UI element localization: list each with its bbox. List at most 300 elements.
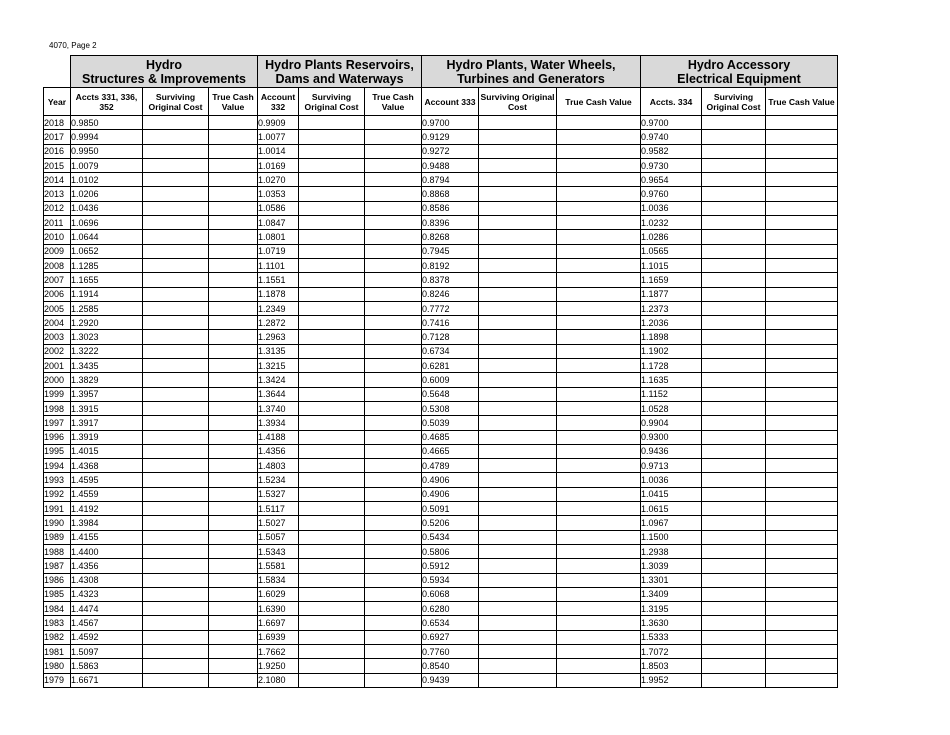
true-cash-cell-g2[interactable] [365, 502, 422, 516]
true-cash-cell-g2[interactable] [365, 201, 422, 215]
surviving-cost-cell-g1[interactable] [143, 444, 209, 458]
surviving-cost-cell-g3[interactable] [479, 116, 557, 130]
true-cash-cell-g4[interactable] [766, 430, 838, 444]
surviving-cost-cell-g2[interactable] [299, 459, 365, 473]
surviving-cost-cell-g2[interactable] [299, 644, 365, 658]
true-cash-cell-g1[interactable] [209, 573, 258, 587]
surviving-cost-cell-g2[interactable] [299, 616, 365, 630]
true-cash-cell-g2[interactable] [365, 659, 422, 673]
surviving-cost-cell-g2[interactable] [299, 659, 365, 673]
true-cash-cell-g1[interactable] [209, 401, 258, 415]
surviving-cost-cell-g4[interactable] [702, 273, 766, 287]
surviving-cost-cell-g3[interactable] [479, 359, 557, 373]
surviving-cost-cell-g3[interactable] [479, 616, 557, 630]
true-cash-cell-g3[interactable] [557, 173, 641, 187]
true-cash-cell-g3[interactable] [557, 459, 641, 473]
surviving-cost-cell-g3[interactable] [479, 673, 557, 687]
true-cash-cell-g2[interactable] [365, 244, 422, 258]
surviving-cost-cell-g2[interactable] [299, 330, 365, 344]
surviving-cost-cell-g3[interactable] [479, 301, 557, 315]
true-cash-cell-g1[interactable] [209, 516, 258, 530]
surviving-cost-cell-g2[interactable] [299, 116, 365, 130]
surviving-cost-cell-g3[interactable] [479, 544, 557, 558]
true-cash-cell-g2[interactable] [365, 530, 422, 544]
surviving-cost-cell-g3[interactable] [479, 158, 557, 172]
surviving-cost-cell-g2[interactable] [299, 316, 365, 330]
surviving-cost-cell-g4[interactable] [702, 359, 766, 373]
true-cash-cell-g1[interactable] [209, 373, 258, 387]
true-cash-cell-g3[interactable] [557, 559, 641, 573]
true-cash-cell-g1[interactable] [209, 559, 258, 573]
true-cash-cell-g4[interactable] [766, 273, 838, 287]
true-cash-cell-g2[interactable] [365, 116, 422, 130]
true-cash-cell-g4[interactable] [766, 573, 838, 587]
true-cash-cell-g3[interactable] [557, 144, 641, 158]
true-cash-cell-g2[interactable] [365, 158, 422, 172]
surviving-cost-cell-g1[interactable] [143, 130, 209, 144]
true-cash-cell-g1[interactable] [209, 173, 258, 187]
surviving-cost-cell-g1[interactable] [143, 659, 209, 673]
surviving-cost-cell-g3[interactable] [479, 502, 557, 516]
true-cash-cell-g1[interactable] [209, 359, 258, 373]
surviving-cost-cell-g2[interactable] [299, 258, 365, 272]
true-cash-cell-g3[interactable] [557, 273, 641, 287]
true-cash-cell-g4[interactable] [766, 530, 838, 544]
surviving-cost-cell-g1[interactable] [143, 216, 209, 230]
surviving-cost-cell-g1[interactable] [143, 487, 209, 501]
true-cash-cell-g4[interactable] [766, 258, 838, 272]
true-cash-cell-g1[interactable] [209, 244, 258, 258]
true-cash-cell-g1[interactable] [209, 416, 258, 430]
surviving-cost-cell-g3[interactable] [479, 258, 557, 272]
true-cash-cell-g2[interactable] [365, 673, 422, 687]
true-cash-cell-g2[interactable] [365, 301, 422, 315]
true-cash-cell-g4[interactable] [766, 201, 838, 215]
surviving-cost-cell-g2[interactable] [299, 430, 365, 444]
true-cash-cell-g4[interactable] [766, 373, 838, 387]
true-cash-cell-g3[interactable] [557, 502, 641, 516]
true-cash-cell-g4[interactable] [766, 244, 838, 258]
surviving-cost-cell-g1[interactable] [143, 587, 209, 601]
surviving-cost-cell-g1[interactable] [143, 544, 209, 558]
surviving-cost-cell-g1[interactable] [143, 602, 209, 616]
surviving-cost-cell-g1[interactable] [143, 630, 209, 644]
surviving-cost-cell-g2[interactable] [299, 602, 365, 616]
surviving-cost-cell-g2[interactable] [299, 144, 365, 158]
true-cash-cell-g1[interactable] [209, 130, 258, 144]
true-cash-cell-g2[interactable] [365, 330, 422, 344]
surviving-cost-cell-g4[interactable] [702, 473, 766, 487]
true-cash-cell-g3[interactable] [557, 430, 641, 444]
surviving-cost-cell-g1[interactable] [143, 559, 209, 573]
true-cash-cell-g3[interactable] [557, 244, 641, 258]
surviving-cost-cell-g3[interactable] [479, 173, 557, 187]
true-cash-cell-g2[interactable] [365, 130, 422, 144]
surviving-cost-cell-g3[interactable] [479, 201, 557, 215]
true-cash-cell-g3[interactable] [557, 473, 641, 487]
surviving-cost-cell-g4[interactable] [702, 587, 766, 601]
surviving-cost-cell-g3[interactable] [479, 602, 557, 616]
surviving-cost-cell-g2[interactable] [299, 359, 365, 373]
true-cash-cell-g3[interactable] [557, 444, 641, 458]
surviving-cost-cell-g4[interactable] [702, 116, 766, 130]
surviving-cost-cell-g4[interactable] [702, 330, 766, 344]
surviving-cost-cell-g2[interactable] [299, 587, 365, 601]
true-cash-cell-g1[interactable] [209, 344, 258, 358]
surviving-cost-cell-g2[interactable] [299, 216, 365, 230]
true-cash-cell-g3[interactable] [557, 344, 641, 358]
surviving-cost-cell-g1[interactable] [143, 473, 209, 487]
true-cash-cell-g4[interactable] [766, 187, 838, 201]
surviving-cost-cell-g1[interactable] [143, 573, 209, 587]
surviving-cost-cell-g2[interactable] [299, 373, 365, 387]
true-cash-cell-g2[interactable] [365, 401, 422, 415]
surviving-cost-cell-g3[interactable] [479, 330, 557, 344]
true-cash-cell-g3[interactable] [557, 301, 641, 315]
true-cash-cell-g3[interactable] [557, 316, 641, 330]
surviving-cost-cell-g3[interactable] [479, 530, 557, 544]
true-cash-cell-g1[interactable] [209, 487, 258, 501]
surviving-cost-cell-g2[interactable] [299, 530, 365, 544]
true-cash-cell-g3[interactable] [557, 673, 641, 687]
true-cash-cell-g4[interactable] [766, 144, 838, 158]
surviving-cost-cell-g4[interactable] [702, 301, 766, 315]
true-cash-cell-g3[interactable] [557, 158, 641, 172]
true-cash-cell-g2[interactable] [365, 559, 422, 573]
true-cash-cell-g2[interactable] [365, 587, 422, 601]
surviving-cost-cell-g4[interactable] [702, 401, 766, 415]
surviving-cost-cell-g1[interactable] [143, 673, 209, 687]
surviving-cost-cell-g4[interactable] [702, 258, 766, 272]
surviving-cost-cell-g4[interactable] [702, 573, 766, 587]
true-cash-cell-g4[interactable] [766, 587, 838, 601]
true-cash-cell-g2[interactable] [365, 573, 422, 587]
true-cash-cell-g2[interactable] [365, 602, 422, 616]
true-cash-cell-g3[interactable] [557, 130, 641, 144]
true-cash-cell-g4[interactable] [766, 444, 838, 458]
true-cash-cell-g1[interactable] [209, 530, 258, 544]
surviving-cost-cell-g1[interactable] [143, 459, 209, 473]
true-cash-cell-g1[interactable] [209, 602, 258, 616]
surviving-cost-cell-g4[interactable] [702, 187, 766, 201]
true-cash-cell-g2[interactable] [365, 216, 422, 230]
true-cash-cell-g4[interactable] [766, 301, 838, 315]
surviving-cost-cell-g2[interactable] [299, 573, 365, 587]
surviving-cost-cell-g4[interactable] [702, 244, 766, 258]
surviving-cost-cell-g4[interactable] [702, 544, 766, 558]
true-cash-cell-g3[interactable] [557, 602, 641, 616]
true-cash-cell-g4[interactable] [766, 173, 838, 187]
surviving-cost-cell-g4[interactable] [702, 559, 766, 573]
true-cash-cell-g2[interactable] [365, 473, 422, 487]
surviving-cost-cell-g3[interactable] [479, 244, 557, 258]
true-cash-cell-g3[interactable] [557, 387, 641, 401]
true-cash-cell-g4[interactable] [766, 316, 838, 330]
true-cash-cell-g2[interactable] [365, 516, 422, 530]
surviving-cost-cell-g4[interactable] [702, 144, 766, 158]
true-cash-cell-g4[interactable] [766, 502, 838, 516]
true-cash-cell-g1[interactable] [209, 230, 258, 244]
surviving-cost-cell-g3[interactable] [479, 387, 557, 401]
surviving-cost-cell-g3[interactable] [479, 630, 557, 644]
surviving-cost-cell-g4[interactable] [702, 373, 766, 387]
surviving-cost-cell-g3[interactable] [479, 287, 557, 301]
true-cash-cell-g1[interactable] [209, 330, 258, 344]
true-cash-cell-g3[interactable] [557, 116, 641, 130]
true-cash-cell-g1[interactable] [209, 587, 258, 601]
surviving-cost-cell-g1[interactable] [143, 373, 209, 387]
surviving-cost-cell-g4[interactable] [702, 530, 766, 544]
surviving-cost-cell-g1[interactable] [143, 187, 209, 201]
true-cash-cell-g1[interactable] [209, 387, 258, 401]
true-cash-cell-g3[interactable] [557, 258, 641, 272]
surviving-cost-cell-g2[interactable] [299, 487, 365, 501]
surviving-cost-cell-g4[interactable] [702, 216, 766, 230]
surviving-cost-cell-g2[interactable] [299, 473, 365, 487]
true-cash-cell-g2[interactable] [365, 344, 422, 358]
true-cash-cell-g4[interactable] [766, 487, 838, 501]
true-cash-cell-g2[interactable] [365, 387, 422, 401]
surviving-cost-cell-g2[interactable] [299, 544, 365, 558]
true-cash-cell-g3[interactable] [557, 416, 641, 430]
true-cash-cell-g1[interactable] [209, 116, 258, 130]
surviving-cost-cell-g3[interactable] [479, 144, 557, 158]
true-cash-cell-g2[interactable] [365, 444, 422, 458]
true-cash-cell-g4[interactable] [766, 116, 838, 130]
true-cash-cell-g4[interactable] [766, 330, 838, 344]
surviving-cost-cell-g3[interactable] [479, 187, 557, 201]
surviving-cost-cell-g1[interactable] [143, 230, 209, 244]
surviving-cost-cell-g4[interactable] [702, 173, 766, 187]
true-cash-cell-g2[interactable] [365, 144, 422, 158]
surviving-cost-cell-g1[interactable] [143, 516, 209, 530]
true-cash-cell-g4[interactable] [766, 230, 838, 244]
true-cash-cell-g4[interactable] [766, 416, 838, 430]
surviving-cost-cell-g4[interactable] [702, 502, 766, 516]
surviving-cost-cell-g1[interactable] [143, 344, 209, 358]
true-cash-cell-g3[interactable] [557, 659, 641, 673]
surviving-cost-cell-g4[interactable] [702, 673, 766, 687]
surviving-cost-cell-g2[interactable] [299, 630, 365, 644]
surviving-cost-cell-g4[interactable] [702, 430, 766, 444]
true-cash-cell-g4[interactable] [766, 158, 838, 172]
true-cash-cell-g1[interactable] [209, 644, 258, 658]
surviving-cost-cell-g3[interactable] [479, 559, 557, 573]
true-cash-cell-g1[interactable] [209, 301, 258, 315]
surviving-cost-cell-g3[interactable] [479, 659, 557, 673]
surviving-cost-cell-g1[interactable] [143, 616, 209, 630]
true-cash-cell-g3[interactable] [557, 573, 641, 587]
surviving-cost-cell-g3[interactable] [479, 587, 557, 601]
true-cash-cell-g3[interactable] [557, 330, 641, 344]
true-cash-cell-g4[interactable] [766, 559, 838, 573]
true-cash-cell-g1[interactable] [209, 201, 258, 215]
true-cash-cell-g1[interactable] [209, 430, 258, 444]
surviving-cost-cell-g2[interactable] [299, 187, 365, 201]
true-cash-cell-g3[interactable] [557, 187, 641, 201]
surviving-cost-cell-g4[interactable] [702, 387, 766, 401]
surviving-cost-cell-g1[interactable] [143, 330, 209, 344]
true-cash-cell-g1[interactable] [209, 187, 258, 201]
surviving-cost-cell-g3[interactable] [479, 573, 557, 587]
surviving-cost-cell-g1[interactable] [143, 158, 209, 172]
surviving-cost-cell-g3[interactable] [479, 216, 557, 230]
surviving-cost-cell-g1[interactable] [143, 644, 209, 658]
true-cash-cell-g4[interactable] [766, 644, 838, 658]
true-cash-cell-g4[interactable] [766, 344, 838, 358]
surviving-cost-cell-g1[interactable] [143, 201, 209, 215]
true-cash-cell-g4[interactable] [766, 516, 838, 530]
true-cash-cell-g2[interactable] [365, 430, 422, 444]
true-cash-cell-g3[interactable] [557, 530, 641, 544]
true-cash-cell-g3[interactable] [557, 359, 641, 373]
true-cash-cell-g3[interactable] [557, 216, 641, 230]
true-cash-cell-g1[interactable] [209, 316, 258, 330]
surviving-cost-cell-g2[interactable] [299, 444, 365, 458]
surviving-cost-cell-g2[interactable] [299, 130, 365, 144]
true-cash-cell-g3[interactable] [557, 230, 641, 244]
true-cash-cell-g3[interactable] [557, 201, 641, 215]
surviving-cost-cell-g3[interactable] [479, 130, 557, 144]
surviving-cost-cell-g1[interactable] [143, 359, 209, 373]
true-cash-cell-g1[interactable] [209, 630, 258, 644]
surviving-cost-cell-g3[interactable] [479, 373, 557, 387]
true-cash-cell-g4[interactable] [766, 544, 838, 558]
surviving-cost-cell-g4[interactable] [702, 630, 766, 644]
true-cash-cell-g4[interactable] [766, 359, 838, 373]
true-cash-cell-g3[interactable] [557, 644, 641, 658]
true-cash-cell-g2[interactable] [365, 630, 422, 644]
surviving-cost-cell-g2[interactable] [299, 387, 365, 401]
true-cash-cell-g2[interactable] [365, 644, 422, 658]
true-cash-cell-g3[interactable] [557, 587, 641, 601]
surviving-cost-cell-g3[interactable] [479, 644, 557, 658]
true-cash-cell-g3[interactable] [557, 544, 641, 558]
surviving-cost-cell-g1[interactable] [143, 144, 209, 158]
surviving-cost-cell-g2[interactable] [299, 158, 365, 172]
true-cash-cell-g3[interactable] [557, 630, 641, 644]
surviving-cost-cell-g3[interactable] [479, 344, 557, 358]
surviving-cost-cell-g1[interactable] [143, 116, 209, 130]
true-cash-cell-g2[interactable] [365, 173, 422, 187]
true-cash-cell-g2[interactable] [365, 316, 422, 330]
surviving-cost-cell-g4[interactable] [702, 201, 766, 215]
true-cash-cell-g1[interactable] [209, 158, 258, 172]
true-cash-cell-g1[interactable] [209, 258, 258, 272]
true-cash-cell-g3[interactable] [557, 487, 641, 501]
surviving-cost-cell-g4[interactable] [702, 616, 766, 630]
surviving-cost-cell-g3[interactable] [479, 459, 557, 473]
true-cash-cell-g2[interactable] [365, 258, 422, 272]
surviving-cost-cell-g4[interactable] [702, 459, 766, 473]
true-cash-cell-g3[interactable] [557, 401, 641, 415]
true-cash-cell-g1[interactable] [209, 473, 258, 487]
surviving-cost-cell-g1[interactable] [143, 387, 209, 401]
true-cash-cell-g3[interactable] [557, 616, 641, 630]
true-cash-cell-g4[interactable] [766, 287, 838, 301]
surviving-cost-cell-g3[interactable] [479, 273, 557, 287]
true-cash-cell-g2[interactable] [365, 487, 422, 501]
surviving-cost-cell-g3[interactable] [479, 416, 557, 430]
true-cash-cell-g3[interactable] [557, 516, 641, 530]
surviving-cost-cell-g3[interactable] [479, 316, 557, 330]
surviving-cost-cell-g4[interactable] [702, 230, 766, 244]
true-cash-cell-g2[interactable] [365, 359, 422, 373]
surviving-cost-cell-g2[interactable] [299, 401, 365, 415]
true-cash-cell-g4[interactable] [766, 401, 838, 415]
surviving-cost-cell-g4[interactable] [702, 316, 766, 330]
surviving-cost-cell-g4[interactable] [702, 416, 766, 430]
surviving-cost-cell-g2[interactable] [299, 287, 365, 301]
surviving-cost-cell-g4[interactable] [702, 344, 766, 358]
true-cash-cell-g4[interactable] [766, 473, 838, 487]
surviving-cost-cell-g1[interactable] [143, 401, 209, 415]
true-cash-cell-g1[interactable] [209, 659, 258, 673]
true-cash-cell-g2[interactable] [365, 187, 422, 201]
surviving-cost-cell-g2[interactable] [299, 516, 365, 530]
surviving-cost-cell-g2[interactable] [299, 559, 365, 573]
surviving-cost-cell-g3[interactable] [479, 444, 557, 458]
surviving-cost-cell-g1[interactable] [143, 416, 209, 430]
true-cash-cell-g2[interactable] [365, 373, 422, 387]
true-cash-cell-g3[interactable] [557, 287, 641, 301]
surviving-cost-cell-g1[interactable] [143, 530, 209, 544]
surviving-cost-cell-g3[interactable] [479, 487, 557, 501]
surviving-cost-cell-g4[interactable] [702, 644, 766, 658]
surviving-cost-cell-g4[interactable] [702, 487, 766, 501]
surviving-cost-cell-g4[interactable] [702, 444, 766, 458]
surviving-cost-cell-g1[interactable] [143, 273, 209, 287]
surviving-cost-cell-g3[interactable] [479, 430, 557, 444]
surviving-cost-cell-g1[interactable] [143, 173, 209, 187]
true-cash-cell-g1[interactable] [209, 673, 258, 687]
surviving-cost-cell-g1[interactable] [143, 258, 209, 272]
true-cash-cell-g1[interactable] [209, 144, 258, 158]
surviving-cost-cell-g1[interactable] [143, 244, 209, 258]
surviving-cost-cell-g2[interactable] [299, 673, 365, 687]
true-cash-cell-g2[interactable] [365, 459, 422, 473]
true-cash-cell-g4[interactable] [766, 130, 838, 144]
true-cash-cell-g1[interactable] [209, 616, 258, 630]
true-cash-cell-g1[interactable] [209, 273, 258, 287]
surviving-cost-cell-g4[interactable] [702, 130, 766, 144]
surviving-cost-cell-g2[interactable] [299, 301, 365, 315]
surviving-cost-cell-g2[interactable] [299, 416, 365, 430]
true-cash-cell-g4[interactable] [766, 659, 838, 673]
true-cash-cell-g2[interactable] [365, 416, 422, 430]
true-cash-cell-g3[interactable] [557, 373, 641, 387]
true-cash-cell-g1[interactable] [209, 444, 258, 458]
surviving-cost-cell-g3[interactable] [479, 230, 557, 244]
true-cash-cell-g1[interactable] [209, 287, 258, 301]
surviving-cost-cell-g2[interactable] [299, 344, 365, 358]
surviving-cost-cell-g2[interactable] [299, 273, 365, 287]
surviving-cost-cell-g1[interactable] [143, 502, 209, 516]
surviving-cost-cell-g3[interactable] [479, 473, 557, 487]
true-cash-cell-g4[interactable] [766, 616, 838, 630]
surviving-cost-cell-g1[interactable] [143, 316, 209, 330]
true-cash-cell-g2[interactable] [365, 616, 422, 630]
true-cash-cell-g4[interactable] [766, 216, 838, 230]
surviving-cost-cell-g2[interactable] [299, 244, 365, 258]
true-cash-cell-g4[interactable] [766, 459, 838, 473]
true-cash-cell-g1[interactable] [209, 216, 258, 230]
true-cash-cell-g2[interactable] [365, 287, 422, 301]
surviving-cost-cell-g4[interactable] [702, 158, 766, 172]
surviving-cost-cell-g4[interactable] [702, 659, 766, 673]
true-cash-cell-g2[interactable] [365, 273, 422, 287]
true-cash-cell-g1[interactable] [209, 459, 258, 473]
